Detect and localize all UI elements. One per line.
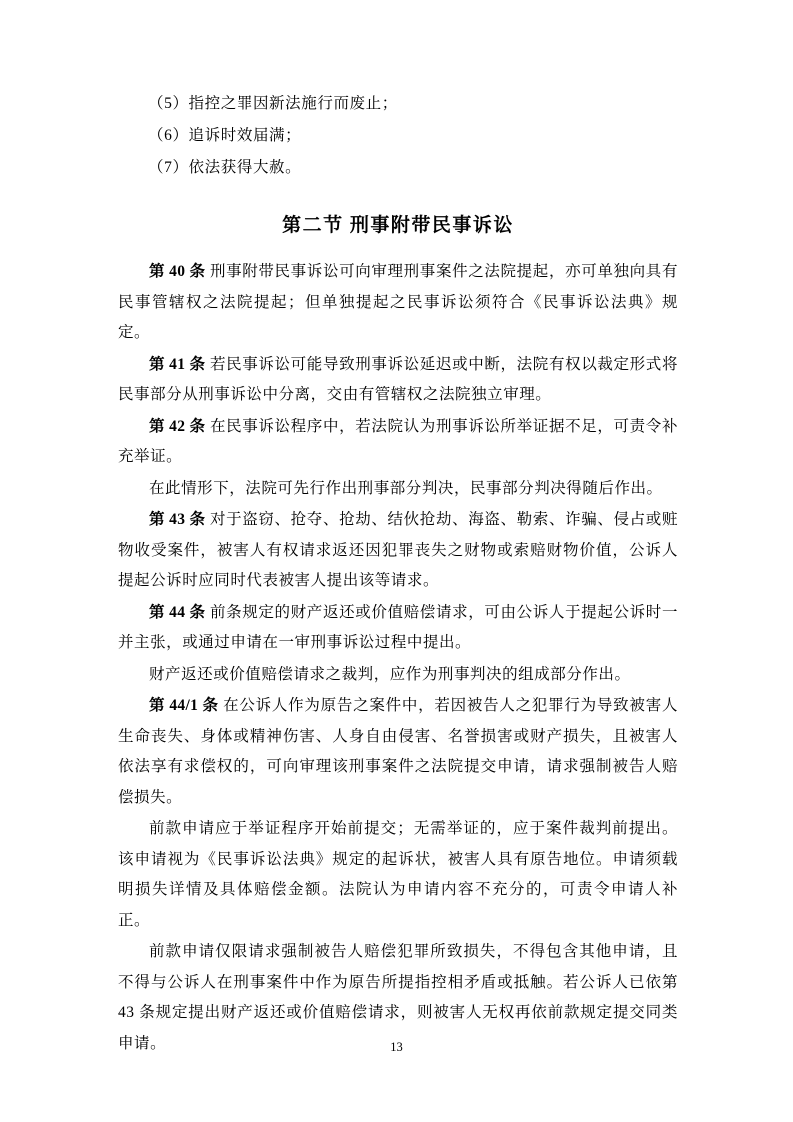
article-label: 第 43 条 <box>149 511 206 528</box>
article-paragraph <box>118 598 678 659</box>
article-text: 前款申请应于举证程序开始前提交；无需举证的，应于案件裁判前提出。该申请视为《民事诉讼法典》规定的起诉状，被害人具有原告地位。申请须载明损失详情及具体赔偿金额。法院认为申请内容不充分的，可责令申请人补正。 <box>118 820 678 929</box>
article-paragraph <box>118 814 678 936</box>
list-item: （5）指控之罪因新法施行而废止； <box>148 95 398 112</box>
list-item: （7）依法获得大赦。 <box>148 159 302 176</box>
article-paragraph <box>118 660 678 691</box>
article-text: 在公诉人作为原告之案件中，若因被告人之犯罪行为导致被害人生命丧失、身体或精神伤害、人身自由侵害、名誉损害或财产损失，且被害人依法享有求偿权的，可向审理该刑事案件之法院提交申请，请求强制被告人赔偿损失。 <box>118 697 678 806</box>
article-label: 第 42 条 <box>149 417 206 435</box>
article-paragraph <box>118 474 678 505</box>
article-paragraph <box>118 350 678 411</box>
page-content <box>118 88 678 1060</box>
article-paragraph <box>118 412 678 473</box>
article-text: 在此情形下，法院可先行作出刑事部分判决，民事部分判决得随后作出。 <box>149 479 663 497</box>
page-number: 13 <box>390 1040 403 1054</box>
article-text: 前条规定的财产返还或价值赔偿请求，可由公诉人于提起公诉时一并主张，或通过申请在一审刑事诉讼过程中提出。 <box>118 603 678 651</box>
article-text: 若民事诉讼可能导致刑事诉讼延迟或中断，法院有权以裁定形式将民事部分从刑事诉讼中分离，交由有管辖权之法院独立审理。 <box>118 355 678 403</box>
section-heading: 第二节 刑事附带民事诉讼 <box>282 215 514 236</box>
article-paragraph <box>118 505 678 597</box>
article-label: 第 41 条 <box>149 355 206 373</box>
article-label: 第 40 条 <box>149 263 206 280</box>
article-paragraph <box>118 691 678 813</box>
article-label: 第 44 条 <box>149 603 206 621</box>
list-item: （6）追诉时效届满； <box>148 127 302 144</box>
article-paragraph <box>118 257 678 349</box>
article-text: 财产返还或价值赔偿请求之裁判，应作为刑事判决的组成部分作出。 <box>149 665 631 683</box>
article-text: 在民事诉讼程序中，若法院认为刑事诉讼所举证据不足，可责令补充举证。 <box>118 417 678 465</box>
article-text: 前款申请仅限请求强制被告人赔偿犯罪所致损失，不得包含其他申请，且不得与公诉人在刑事案件中作为原告所提指控相矛盾或抵触。若公诉人已依第 43 条规定提出财产返还或价值赔偿请求，则被害人无权再依前款规定提交同类申请。 <box>118 943 678 1052</box>
article-text: 对于盗窃、抢夺、抢劫、结伙抢劫、海盗、勒索、诈骗、侵占或赃物收受案件，被害人有权请求返还因犯罪丧失之财物或索赔财物价值，公诉人提起公诉时应同时代表被害人提出该等请求。 <box>118 511 678 589</box>
article-text: 刑事附带民事诉讼可向审理刑事案件之法院提起，亦可单独向具有民事管辖权之法院提起；但单独提起之民事诉讼须符合《民事诉讼法典》规定。 <box>118 263 678 341</box>
article-label: 第 44/1 条 <box>149 697 219 714</box>
